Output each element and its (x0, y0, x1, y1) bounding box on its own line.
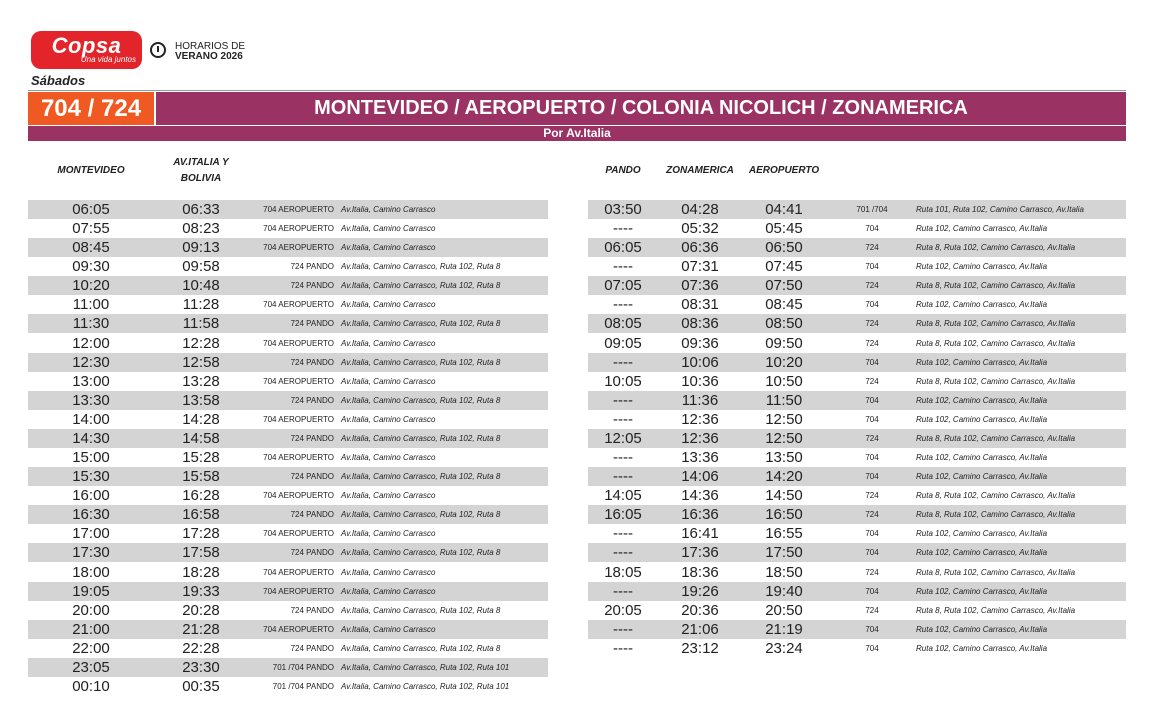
zonamerica-time: 11:36 (681, 391, 719, 409)
route-description: Av.Italia, Camino Carrasco (341, 491, 436, 501)
table-row (588, 334, 1126, 353)
route-description: Ruta 102, Camino Carrasco, Av.Italia (916, 224, 1048, 234)
montevideo-time: 15:00 (72, 449, 110, 467)
service-label: 704 (865, 414, 879, 424)
table-row (588, 448, 1126, 467)
route-description: Av.Italia, Camino Carrasco, Ruta 102, Ruta 8 (341, 548, 501, 558)
aeropuerto-time: 11:50 (765, 391, 803, 409)
zonamerica-time: 17:36 (681, 544, 719, 562)
pando-time: ---- (613, 353, 633, 371)
table-row (588, 295, 1126, 314)
zonamerica-time: 21:06 (681, 620, 719, 638)
route-description: Av.Italia, Camino Carrasco (341, 376, 436, 386)
service-label: 704 (865, 453, 879, 463)
header-divider (28, 90, 1126, 91)
zonamerica-time: 12:36 (681, 429, 719, 447)
table-row (28, 200, 548, 219)
route-description: Ruta 102, Camino Carrasco, Av.Italia (916, 643, 1048, 653)
zonamerica-time: 19:26 (681, 582, 719, 600)
table-row (28, 486, 548, 505)
zonamerica-time: 06:36 (681, 239, 719, 257)
copsa-logo (31, 31, 142, 69)
avitalia-time: 21:28 (182, 620, 220, 638)
table-row (588, 257, 1126, 276)
table-row (28, 658, 548, 677)
table-row (28, 391, 548, 410)
pando-time: ---- (613, 258, 633, 276)
table-row (588, 238, 1126, 257)
table-row (28, 620, 548, 639)
table-row (28, 448, 548, 467)
montevideo-time: 14:00 (72, 410, 110, 428)
logo-tagline: Una vida juntos (80, 55, 136, 64)
pando-time: 12:05 (604, 429, 642, 447)
montevideo-time: 14:30 (72, 429, 110, 447)
pando-time: 10:05 (604, 372, 642, 390)
montevideo-time: 11:30 (72, 315, 110, 333)
zonamerica-time: 12:36 (681, 410, 719, 428)
pando-time: 06:05 (604, 239, 642, 257)
service-label: 724 (865, 376, 879, 386)
aeropuerto-time: 12:50 (765, 410, 803, 428)
service-label: 704 AEROPUERTO (263, 586, 334, 596)
table-row (28, 238, 548, 257)
avitalia-time: 00:35 (182, 678, 220, 695)
table-row (28, 410, 548, 429)
avitalia-time: 16:28 (182, 487, 220, 505)
day-label: Sábados (31, 73, 86, 88)
aeropuerto-time: 13:50 (765, 449, 803, 467)
service-label: 704 AEROPUERTO (263, 491, 334, 501)
service-label: 724 (865, 281, 879, 291)
zonamerica-time: 16:41 (681, 525, 719, 543)
table-row (28, 257, 548, 276)
table-row (588, 486, 1126, 505)
montevideo-time: 17:30 (72, 544, 110, 562)
route-description: Av.Italia, Camino Carrasco (341, 624, 436, 634)
avitalia-time: 14:58 (182, 429, 220, 447)
route-description: Ruta 102, Camino Carrasco, Av.Italia (916, 548, 1048, 558)
montevideo-time: 16:00 (72, 487, 110, 505)
route-description: Av.Italia, Camino Carrasco (341, 338, 436, 348)
service-label: 704 (865, 643, 879, 653)
montevideo-time: 17:00 (72, 525, 110, 543)
avitalia-time: 17:58 (182, 544, 220, 562)
montevideo-time: 13:00 (72, 372, 110, 390)
pando-time: ---- (613, 410, 633, 428)
service-label: 704 AEROPUERTO (263, 243, 334, 253)
pando-time: ---- (613, 220, 633, 238)
table-row (28, 429, 548, 448)
route-description: Ruta 8, Ruta 102, Camino Carrasco, Av.Italia (916, 376, 1076, 386)
pando-time: 20:05 (604, 601, 642, 619)
avitalia-time: 17:28 (182, 525, 220, 543)
route-description: Ruta 102, Camino Carrasco, Av.Italia (916, 262, 1048, 272)
service-label: 724 PANDO (290, 605, 334, 615)
service-label: 704 AEROPUERTO (263, 414, 334, 424)
pando-time: ---- (613, 525, 633, 543)
zonamerica-time: 10:06 (681, 353, 719, 371)
service-label: 724 PANDO (290, 643, 334, 653)
table-row (28, 505, 548, 524)
avitalia-time: 18:28 (182, 563, 220, 581)
aeropuerto-time: 16:55 (765, 525, 803, 543)
table-row (588, 639, 1126, 658)
pando-time: 18:05 (604, 563, 642, 581)
logo-brand: Copsa (51, 33, 122, 58)
montevideo-time: 12:30 (72, 353, 110, 371)
avitalia-time: 10:48 (182, 277, 220, 295)
route-numbers: 704 / 724 (28, 92, 154, 125)
route-description: Ruta 102, Camino Carrasco, Av.Italia (916, 472, 1048, 482)
table-row (28, 582, 548, 601)
route-description: Av.Italia, Camino Carrasco (341, 414, 436, 424)
aeropuerto-time: 05:45 (765, 220, 803, 238)
route-description: Av.Italia, Camino Carrasco, Ruta 102, Ruta 8 (341, 319, 501, 329)
service-label: 724 PANDO (290, 395, 334, 405)
zonamerica-time: 14:06 (681, 468, 719, 486)
service-label: 724 (865, 243, 879, 253)
col-header-pando: PANDO (605, 165, 641, 176)
pando-time: ---- (613, 449, 633, 467)
route-description: Ruta 102, Camino Carrasco, Av.Italia (916, 529, 1048, 539)
avitalia-time: 22:28 (182, 639, 220, 657)
route-description: Av.Italia, Camino Carrasco, Ruta 102, Ruta 8 (341, 395, 501, 405)
route-description: Av.Italia, Camino Carrasco, Ruta 102, Ruta 8 (341, 357, 501, 367)
avitalia-time: 08:23 (182, 220, 220, 238)
avitalia-time: 06:33 (182, 201, 220, 218)
table-row (588, 276, 1126, 295)
aeropuerto-time: 17:50 (765, 544, 803, 562)
montevideo-time: 23:05 (72, 658, 110, 676)
table-row (588, 219, 1126, 238)
montevideo-time: 18:00 (72, 563, 110, 581)
route-description: Ruta 8, Ruta 102, Camino Carrasco, Av.Italia (916, 433, 1076, 443)
pando-time: 14:05 (604, 487, 642, 505)
aeropuerto-time: 14:20 (765, 468, 803, 486)
table-row (28, 276, 548, 295)
montevideo-time: 06:05 (72, 201, 110, 218)
table-row (588, 601, 1126, 620)
service-label: 704 AEROPUERTO (263, 224, 334, 234)
route-description: Ruta 102, Camino Carrasco, Av.Italia (916, 357, 1048, 367)
service-label: 724 (865, 510, 879, 520)
service-label: 724 PANDO (290, 319, 334, 329)
montevideo-time: 22:00 (72, 639, 110, 657)
table-row (28, 353, 548, 372)
route-description: Av.Italia, Camino Carrasco (341, 205, 436, 214)
table-row (588, 372, 1126, 391)
service-label: 724 (865, 433, 879, 443)
avitalia-time: 20:28 (182, 601, 220, 619)
service-label: 724 PANDO (290, 548, 334, 558)
aeropuerto-time: 07:45 (765, 258, 803, 276)
pando-time: ---- (613, 391, 633, 409)
service-label: 704 (865, 262, 879, 272)
route-description: Ruta 8, Ruta 102, Camino Carrasco, Av.Italia (916, 338, 1076, 348)
pando-time: 08:05 (604, 315, 642, 333)
montevideo-time: 10:20 (72, 277, 110, 295)
aeropuerto-time: 14:50 (765, 487, 803, 505)
table-row (28, 543, 548, 562)
montevideo-time: 00:10 (72, 678, 110, 695)
service-label: 724 PANDO (290, 472, 334, 482)
service-label: 704 AEROPUERTO (263, 338, 334, 348)
table-row (588, 620, 1126, 639)
avitalia-time: 15:28 (182, 449, 220, 467)
route-description: Ruta 8, Ruta 102, Camino Carrasco, Av.Italia (916, 243, 1076, 253)
service-label: 704 AEROPUERTO (263, 376, 334, 386)
route-description: Ruta 101, Ruta 102, Camino Carrasco, Av.Italia (916, 205, 1084, 214)
service-label: 704 (865, 529, 879, 539)
zonamerica-time: 05:32 (681, 220, 719, 238)
avitalia-time: 09:58 (182, 258, 220, 276)
montevideo-time: 09:30 (72, 258, 110, 276)
route-description: Av.Italia, Camino Carrasco, Ruta 102, Ruta 8 (341, 643, 501, 653)
service-label: 704 (865, 395, 879, 405)
col-header-montevideo: MONTEVIDEO (57, 165, 125, 176)
table-row (588, 563, 1126, 582)
route-title: MONTEVIDEO / AEROPUERTO / COLONIA NICOLICH / ZONAMERICA (156, 92, 1126, 125)
service-label: 704 AEROPUERTO (263, 205, 334, 214)
route-description: Ruta 8, Ruta 102, Camino Carrasco, Av.Italia (916, 491, 1076, 501)
route-description: Ruta 102, Camino Carrasco, Av.Italia (916, 414, 1048, 424)
avitalia-time: 19:33 (182, 582, 220, 600)
montevideo-time: 19:05 (72, 582, 110, 600)
pando-time: ---- (613, 639, 633, 657)
service-label: 704 AEROPUERTO (263, 300, 334, 310)
service-label: 704 (865, 472, 879, 482)
service-label: 704 (865, 624, 879, 634)
table-row (588, 391, 1126, 410)
aeropuerto-time: 18:50 (765, 563, 803, 581)
route-description: Av.Italia, Camino Carrasco, Ruta 102, Ruta 8 (341, 281, 501, 291)
route-description: Av.Italia, Camino Carrasco (341, 243, 436, 253)
table-row (28, 677, 548, 696)
service-label: 724 PANDO (290, 281, 334, 291)
service-label: 724 PANDO (290, 357, 334, 367)
table-row (588, 429, 1126, 448)
avitalia-time: 16:58 (182, 506, 220, 524)
service-label: 724 (865, 338, 879, 348)
route-description: Av.Italia, Camino Carrasco (341, 224, 436, 234)
route-description: Ruta 8, Ruta 102, Camino Carrasco, Av.Italia (916, 567, 1076, 577)
service-label: 701 /704 PANDO (272, 682, 334, 691)
route-description: Av.Italia, Camino Carrasco, Ruta 102, Ruta 8 (341, 433, 501, 443)
table-row (28, 334, 548, 353)
season-year: VERANO 2026 (175, 51, 243, 62)
pando-time: 16:05 (604, 506, 642, 524)
service-label: 724 PANDO (290, 510, 334, 520)
zonamerica-time: 04:28 (681, 201, 719, 218)
table-row (28, 219, 548, 238)
montevideo-time: 07:55 (72, 220, 110, 238)
season-label: HORARIOS DE (175, 41, 246, 52)
table-row (28, 467, 548, 486)
montevideo-time: 15:30 (72, 468, 110, 486)
route-subtitle: Por Av.Italia (28, 126, 1126, 141)
route-description: Av.Italia, Camino Carrasco (341, 586, 436, 596)
service-label: 704 (865, 586, 879, 596)
table-row (588, 524, 1126, 543)
zonamerica-time: 09:36 (681, 334, 719, 352)
zonamerica-time: 07:36 (681, 277, 719, 295)
route-description: Av.Italia, Camino Carrasco, Ruta 102, Ruta 8 (341, 472, 501, 482)
zonamerica-time: 10:36 (681, 372, 719, 390)
pando-time: ---- (613, 620, 633, 638)
pando-time: ---- (613, 582, 633, 600)
aeropuerto-time: 23:24 (765, 639, 803, 657)
zonamerica-time: 16:36 (681, 506, 719, 524)
table-row (28, 639, 548, 658)
zonamerica-time: 08:36 (681, 315, 719, 333)
zonamerica-time: 20:36 (681, 601, 719, 619)
table-row (588, 543, 1126, 562)
table-row (588, 467, 1126, 486)
avitalia-time: 12:28 (182, 334, 220, 352)
zonamerica-time: 18:36 (681, 563, 719, 581)
avitalia-time: 23:30 (182, 658, 220, 676)
service-label: 724 (865, 319, 879, 329)
zonamerica-time: 08:31 (681, 296, 719, 314)
table-row (588, 505, 1126, 524)
service-label: 701 /704 (856, 205, 888, 214)
avitalia-time: 13:28 (182, 372, 220, 390)
table-row (588, 314, 1126, 333)
clock-icon (150, 42, 166, 58)
montevideo-time: 08:45 (72, 239, 110, 257)
service-label: 724 PANDO (290, 433, 334, 443)
zonamerica-time: 23:12 (681, 639, 719, 657)
service-label: 704 AEROPUERTO (263, 529, 334, 539)
service-label: 704 (865, 548, 879, 558)
service-label: 724 (865, 605, 879, 615)
service-label: 724 (865, 567, 879, 577)
route-description: Ruta 102, Camino Carrasco, Av.Italia (916, 586, 1048, 596)
avitalia-time: 09:13 (182, 239, 220, 257)
pando-time: ---- (613, 544, 633, 562)
zonamerica-time: 14:36 (681, 487, 719, 505)
aeropuerto-time: 20:50 (765, 601, 803, 619)
pando-time: ---- (613, 468, 633, 486)
route-description: Av.Italia, Camino Carrasco (341, 453, 436, 463)
zonamerica-time: 13:36 (681, 449, 719, 467)
route-description: Ruta 8, Ruta 102, Camino Carrasco, Av.Italia (916, 281, 1076, 291)
avitalia-time: 14:28 (182, 410, 220, 428)
avitalia-time: 13:58 (182, 391, 220, 409)
pando-time: 07:05 (604, 277, 642, 295)
aeropuerto-time: 10:20 (765, 353, 803, 371)
aeropuerto-time: 19:40 (765, 582, 803, 600)
route-description: Ruta 102, Camino Carrasco, Av.Italia (916, 624, 1048, 634)
col-header-aeropuerto: AEROPUERTO (748, 165, 820, 176)
route-description: Ruta 8, Ruta 102, Camino Carrasco, Av.Italia (916, 510, 1076, 520)
route-description: Av.Italia, Camino Carrasco, Ruta 102, Ruta 8 (341, 605, 501, 615)
route-description: Av.Italia, Camino Carrasco, Ruta 102, Ruta 8 (341, 510, 501, 520)
table-row (588, 353, 1126, 372)
service-label: 704 AEROPUERTO (263, 624, 334, 634)
table-row (28, 524, 548, 543)
montevideo-time: 16:30 (72, 506, 110, 524)
montevideo-time: 11:00 (72, 296, 110, 314)
montevideo-time: 12:00 (72, 334, 110, 352)
service-label: 701 /704 PANDO (272, 662, 334, 672)
aeropuerto-time: 08:50 (765, 315, 803, 333)
col-header-avitalia: AV.ITALIA Y BOLIVIA (173, 157, 229, 184)
avitalia-time: 11:58 (182, 315, 220, 333)
route-description: Av.Italia, Camino Carrasco (341, 529, 436, 539)
table-row (588, 200, 1126, 219)
pando-time: 09:05 (604, 334, 642, 352)
service-label: 704 AEROPUERTO (263, 567, 334, 577)
table-row (588, 582, 1126, 601)
avitalia-time: 12:58 (182, 353, 220, 371)
table-row (28, 601, 548, 620)
route-description: Ruta 8, Ruta 102, Camino Carrasco, Av.Italia (916, 319, 1076, 329)
route-description: Ruta 102, Camino Carrasco, Av.Italia (916, 453, 1048, 463)
route-description: Av.Italia, Camino Carrasco, Ruta 102, Ruta 8 (341, 262, 501, 272)
route-description: Ruta 102, Camino Carrasco, Av.Italia (916, 300, 1048, 310)
aeropuerto-time: 08:45 (765, 296, 803, 314)
service-label: 704 (865, 224, 879, 234)
aeropuerto-time: 10:50 (765, 372, 803, 390)
montevideo-time: 13:30 (72, 391, 110, 409)
montevideo-time: 20:00 (72, 601, 110, 619)
route-description: Ruta 102, Camino Carrasco, Av.Italia (916, 395, 1048, 405)
aeropuerto-time: 16:50 (765, 506, 803, 524)
avitalia-time: 15:58 (182, 468, 220, 486)
table-row (28, 314, 548, 333)
table-row (28, 563, 548, 582)
zonamerica-time: 07:31 (681, 258, 719, 276)
service-label: 704 (865, 300, 879, 310)
aeropuerto-time: 06:50 (765, 239, 803, 257)
service-label: 704 AEROPUERTO (263, 453, 334, 463)
pando-time: 03:50 (604, 201, 642, 218)
route-description: Ruta 8, Ruta 102, Camino Carrasco, Av.Italia (916, 605, 1076, 615)
col-header-zonamerica: ZONAMERICA (666, 165, 734, 176)
aeropuerto-time: 07:50 (765, 277, 803, 295)
service-label: 724 (865, 491, 879, 501)
route-description: Av.Italia, Camino Carrasco (341, 300, 436, 310)
route-description: Av.Italia, Camino Carrasco, Ruta 102, Ruta 101 (341, 682, 510, 691)
route-description: Av.Italia, Camino Carrasco, Ruta 102, Ruta 101 (341, 662, 510, 672)
table-row (28, 372, 548, 391)
service-label: 724 PANDO (290, 262, 334, 272)
aeropuerto-time: 04:41 (765, 201, 803, 218)
pando-time: ---- (613, 296, 633, 314)
table-row (28, 295, 548, 314)
aeropuerto-time: 09:50 (765, 334, 803, 352)
avitalia-time: 11:28 (182, 296, 220, 314)
service-label: 704 (865, 357, 879, 367)
aeropuerto-time: 12:50 (765, 429, 803, 447)
montevideo-time: 21:00 (72, 620, 110, 638)
table-row (588, 410, 1126, 429)
aeropuerto-time: 21:19 (765, 620, 803, 638)
route-description: Av.Italia, Camino Carrasco (341, 567, 436, 577)
